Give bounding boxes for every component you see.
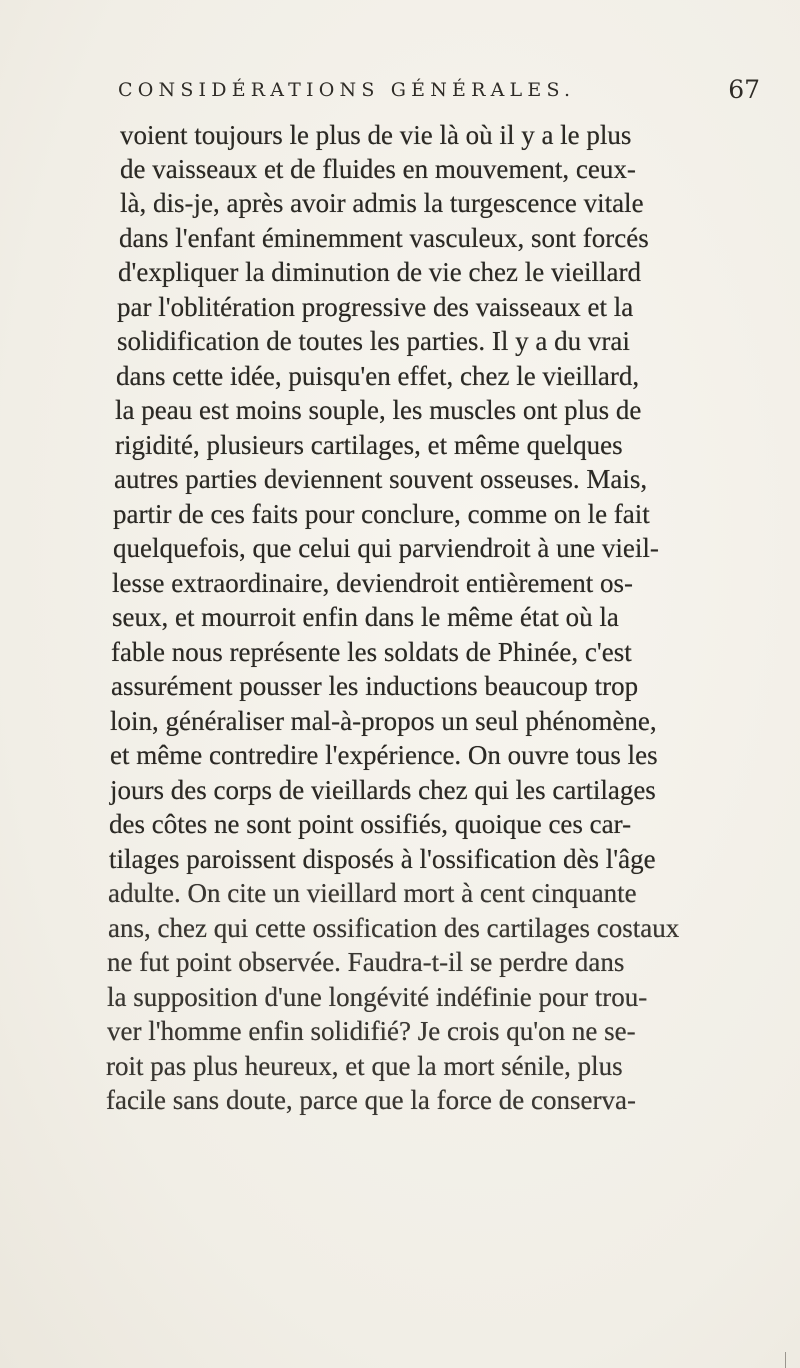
- text-line: là, dis-je, après avoir admis la turgescence vitale: [120, 188, 644, 218]
- text-line: roit pas plus heureux, et que la mort sénile, plus: [106, 1051, 623, 1081]
- text-line: ne fut point observée. Faudra-t-il se perdre dans: [107, 947, 625, 977]
- text-line: par l'oblitération progressive des vaisseaux et la: [117, 292, 634, 322]
- text-line: seux, et mourroit enfin dans le même état où la: [112, 602, 619, 632]
- running-header: [110, 75, 760, 115]
- text-line: et même contredire l'expérience. On ouvre tous les: [110, 740, 658, 770]
- page-edge-mark: [785, 1352, 786, 1368]
- text-line: assurément pousser les inductions beaucoup trop: [111, 671, 639, 701]
- text-line: solidification de toutes les parties. Il y a du vrai: [117, 326, 630, 356]
- text-line: quelquefois, que celui qui parviendroit à une vieil-: [113, 533, 659, 563]
- text-line: ver l'homme enfin solidifié? Je crois qu'on ne se-: [107, 1016, 636, 1046]
- text-line: partir de ces faits pour conclure, comme on le fait: [113, 499, 650, 529]
- text-line: la peau est moins souple, les muscles ont plus de: [115, 395, 642, 425]
- text-line: lesse extraordinaire, deviendroit entièrement os-: [112, 568, 634, 598]
- running-title: CONSIDÉRATIONS GÉNÉRALES.: [118, 79, 576, 101]
- text-line: dans l'enfant éminemment vasculeux, sont forcés: [119, 223, 649, 253]
- text-line: fable nous représente les soldats de Phinée, c'est: [111, 637, 632, 667]
- page-number: 67: [728, 75, 760, 104]
- text-line: voient toujours le plus de vie là où il y a le plus: [120, 120, 632, 150]
- text-line: tilages paroissent disposés à l'ossification dès l'âge: [109, 844, 656, 874]
- text-line: ans, chez qui cette ossification des cartilages costaux: [108, 913, 680, 943]
- text-line: de vaisseaux et de fluides en mouvement, ceux-: [120, 154, 636, 184]
- text-line: jours des corps de vieillards chez qui les cartilages: [110, 775, 656, 805]
- text-line: autres parties deviennent souvent osseuses. Mais,: [114, 464, 648, 494]
- text-line: la supposition d'une longévité indéfinie pour trou-: [107, 982, 648, 1012]
- text-line: loin, généraliser mal-à-propos un seul phénomène,: [110, 706, 657, 736]
- text-line: des côtes ne sont point ossifiés, quoique ces car-: [109, 809, 632, 839]
- text-line: adulte. On cite un vieillard mort à cent cinquante: [108, 878, 637, 908]
- text-line: dans cette idée, puisqu'en effet, chez le vieillard,: [116, 361, 640, 391]
- text-line: rigidité, plusieurs cartilages, et même quelques: [115, 430, 623, 460]
- text-line: d'expliquer la diminution de vie chez le vieillard: [118, 257, 641, 287]
- text-line: facile sans doute, parce que la force de conserva-: [106, 1085, 636, 1115]
